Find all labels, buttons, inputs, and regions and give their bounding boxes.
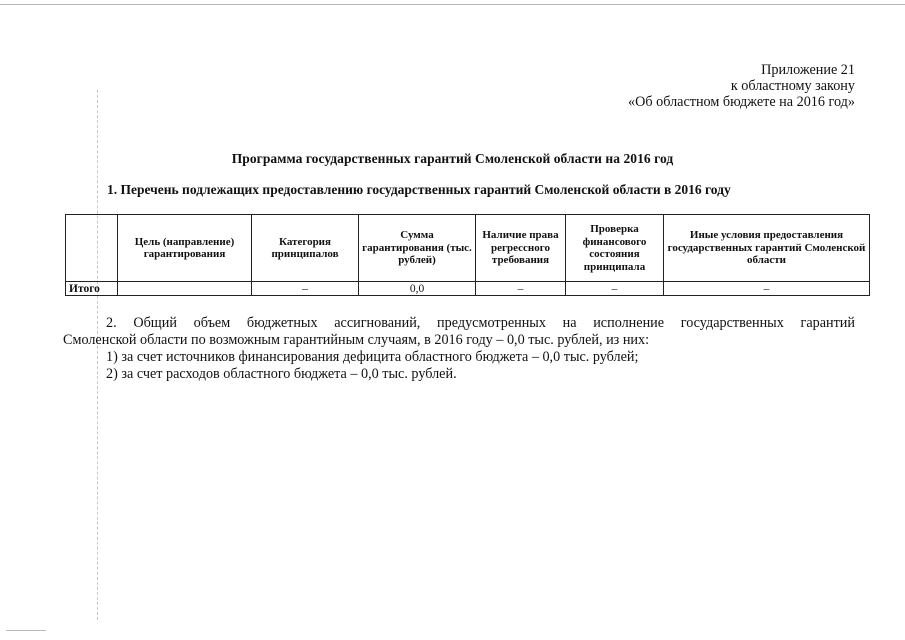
appendix-number: Приложение 21 <box>761 62 855 78</box>
list-item-budget-expenses: 2) за счет расходов областного бюджета – 0,0 тыс. рублей. <box>106 366 457 382</box>
paragraph-line-1: 2. Общий объем бюджетных ассигнований, предусмотренных на исполнение государственных гарантий <box>106 315 855 331</box>
total-conditions-cell: – <box>664 282 870 296</box>
scan-margin-line <box>97 90 99 620</box>
scan-edge-line <box>0 4 905 5</box>
table-header-row <box>66 215 870 282</box>
header-cell-financial-check: Проверка финансового состояния принципала <box>566 215 664 282</box>
total-amount-cell: 0,0 <box>359 282 476 296</box>
header-cell-principal-category: Категория принципалов <box>252 215 359 282</box>
header-cell-blank <box>66 215 118 282</box>
appendix-law-reference: к областному закону <box>730 78 855 94</box>
header-cell-other-conditions: Иные условия предоставления государственных гарантий Смоленской области <box>664 215 870 282</box>
scan-artifact-mark <box>6 630 46 631</box>
header-cell-guarantee-amount: Сумма гарантирования (тыс. рублей) <box>359 215 476 282</box>
total-label-cell: Итого <box>66 282 118 296</box>
total-category-cell: – <box>252 282 359 296</box>
header-cell-purpose: Цель (направление) гарантирования <box>118 215 252 282</box>
section-title: 1. Перечень подлежащих предоставлению государственных гарантий Смоленской области в 2016 году <box>107 182 731 197</box>
table-row-total <box>66 282 870 296</box>
paragraph-line-2: Смоленской области по возможным гарантийным случаям, в 2016 году – 0,0 тыс. рублей, из них: <box>63 332 650 348</box>
total-check-cell: – <box>566 282 664 296</box>
list-item-deficit-sources: 1) за счет источников финансирования дефицита областного бюджета – 0,0 тыс. рублей; <box>106 349 639 365</box>
header-cell-recourse-right: Наличие права регрессного требования <box>476 215 566 282</box>
total-recourse-cell: – <box>476 282 566 296</box>
program-title: Программа государственных гарантий Смоленской области на 2016 год <box>231 151 674 166</box>
appendix-law-title: «Об областном бюджете на 2016 год» <box>628 94 855 110</box>
total-purpose-cell <box>118 282 252 296</box>
appendix-header <box>628 62 855 110</box>
guarantees-table <box>65 214 870 296</box>
